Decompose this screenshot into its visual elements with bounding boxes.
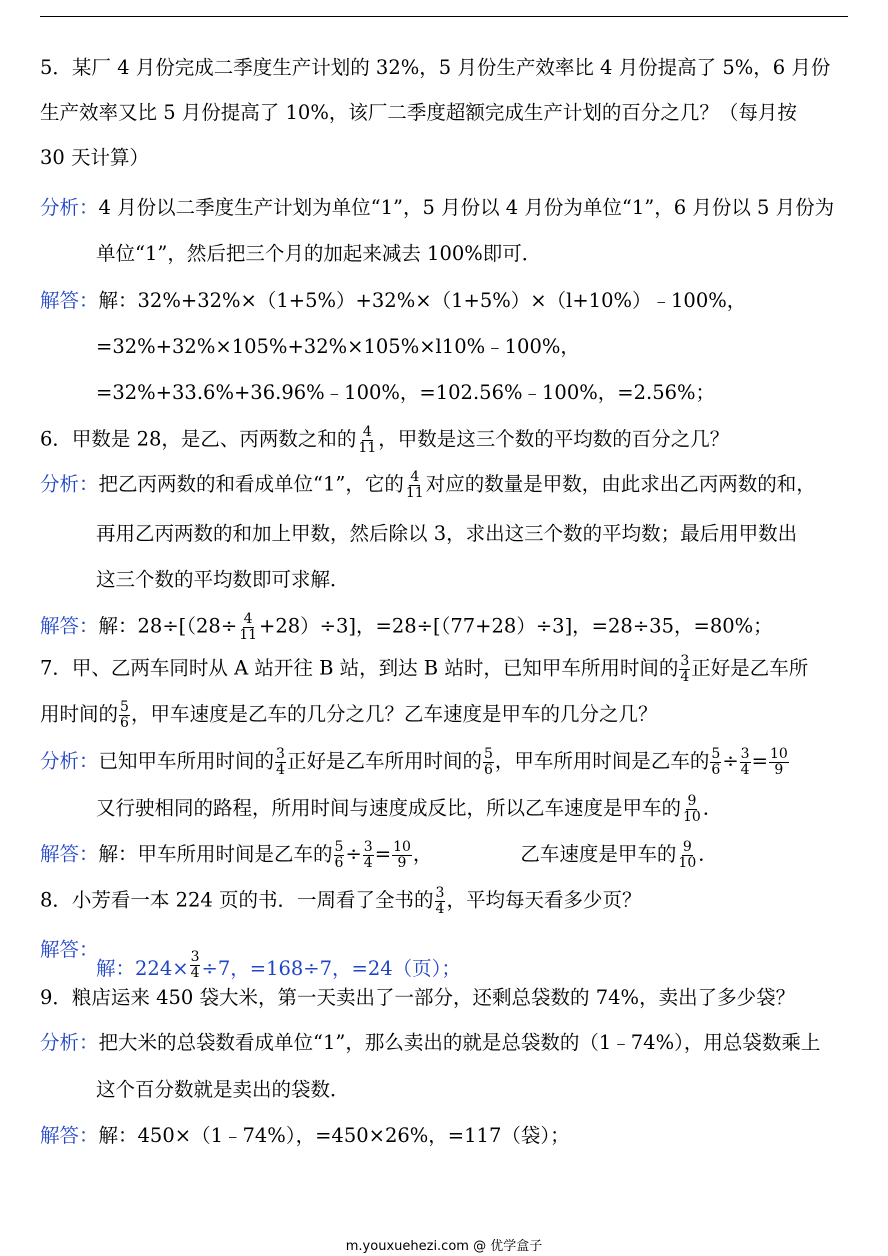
q8-answer-line: 解：224× $\frac{3}{4}$ ÷7，=168÷7，=24（页）； [96,949,461,981]
q5-answer-line3: =32%+33.6%+36.96%﹣100%，=102.56%﹣100%，=2.56%； [96,381,716,404]
fraction-3-4: $\frac{3}{4}$ [680,653,690,685]
q7-answer-line: 解答：解：甲车所用时间是乙车的 $\frac{5}{6}$ ÷ $\frac{3}{4}$ = $\frac{10}{9}$ ， 乙车速度是甲车的 $\frac{9}{10}$ ． [40,839,718,871]
q5-analysis-line1: 分析：4 月份以二季度生产计划为单位“1”，5 月份以 4 月份为单位“1”，6 月份以 5 月份为 [40,196,835,219]
q6-analysis-line1: 分析：把乙丙两数的和看成单位“1”，它的 $\frac{4}{11}$ 对应的数量是甲数，由此求出乙丙两数的和， [40,469,816,501]
q5-answer-line2: =32%+32%×105%+32%×105%×l10%﹣100%， [96,335,580,358]
q6-answer-line: 解答：解：28÷[（28÷ $\frac{4}{11}$ +28）÷3]，=28÷[（77+28）÷3]，=28÷35，=80%； [40,611,773,643]
q5-line2: 生产效率又比 5 月份提高了 10%，该厂二季度超额完成生产计划的百分之几？（每月按 [40,101,797,124]
q7-analysis-line2: 又行驶相同的路程，所用时间与速度成反比，所以乙车速度是甲车的 $\frac{9}{10}$ ． [96,793,723,825]
q6-line1: 6．甲数是 28，是乙、丙两数之和的 $\frac{4}{11}$ ，甲数是这三个数的平均数的百分之几？ [40,424,730,456]
q9-analysis-line1: 分析：把大米的总袋数看成单位“1”，那么卖出的就是总袋数的（1﹣74%），用总袋数乘上 [40,1031,821,1054]
fraction-4-11: $\frac{4}{11}$ [358,424,377,456]
q5-line3: 30 天计算） [40,146,150,169]
q5-analysis-line2: 单位“1”，然后把三个月的加起来减去 100%即可． [96,242,542,265]
q6-analysis-line3: 这三个数的平均数即可求解． [96,568,350,591]
q9-analysis-line2: 这个百分数就是卖出的袋数． [96,1078,350,1101]
q8-line1: 8．小芳看一本 224 页的书．一周看了全书的 $\frac{3}{4}$ ，平均每天看多少页？ [40,885,642,917]
top-rule [40,16,848,17]
q6-analysis-line2: 再用乙丙两数的和加上甲数，然后除以 3，求出这三个数的平均数；最后用甲数出 [96,522,798,545]
q9-line1: 9．粮店运来 450 袋大米，第一天卖出了一部分，还剩总袋数的 74%，卖出了多少袋？ [40,986,796,1009]
fraction-4-11: $\frac{4}{11}$ [405,469,424,501]
q5-answer-line1: 解答：解：32%+32%×（1+5%）+32%×（1+5%）×（l+10%）﹣100%， [40,289,747,312]
q7-analysis-line1: 分析：已知甲车所用时间的 $\frac{3}{4}$ 正好是乙车所用时间的 $\frac{5}{6}$ ，甲车所用时间是乙车的 $\frac{5}{6}$ ÷ $\frac{3}{4}$ = $\frac{10}{9}$ [40,746,788,778]
q7-line2: 用时间的 $\frac{5}{6}$ ，甲车速度是乙车的几分之几？乙车速度是甲车的几分之几？ [40,699,658,731]
q9-answer-line: 解答：解：450×（1﹣74%），=450×26%，=117（袋）； [40,1124,570,1147]
q7-line1: 7．甲、乙两车同时从 A 站开往 B 站，到达 B 站时，已知甲车所用时间的 $\frac{3}{4}$ 正好是乙车所 [40,653,809,685]
fraction-4-11: $\frac{4}{11}$ [239,611,258,643]
fraction-5-6: $\frac{5}{6}$ [120,699,129,731]
fraction-3-4: $\frac{3}{4}$ [435,885,445,917]
fraction-3-4: $\frac{3}{4}$ [190,949,200,981]
q8-answer-label: 解答： [40,938,99,961]
q5-line1: 5．某厂 4 月份完成二季度生产计划的 32%，5 月份生产效率比 4 月份提高了 5%，6 月份 [40,56,831,79]
answer-label: 解答： [40,289,99,312]
page-footer: m.youxuehezi.com @ 优学盒子 [345,1239,543,1254]
analysis-label: 分析： [40,196,99,219]
